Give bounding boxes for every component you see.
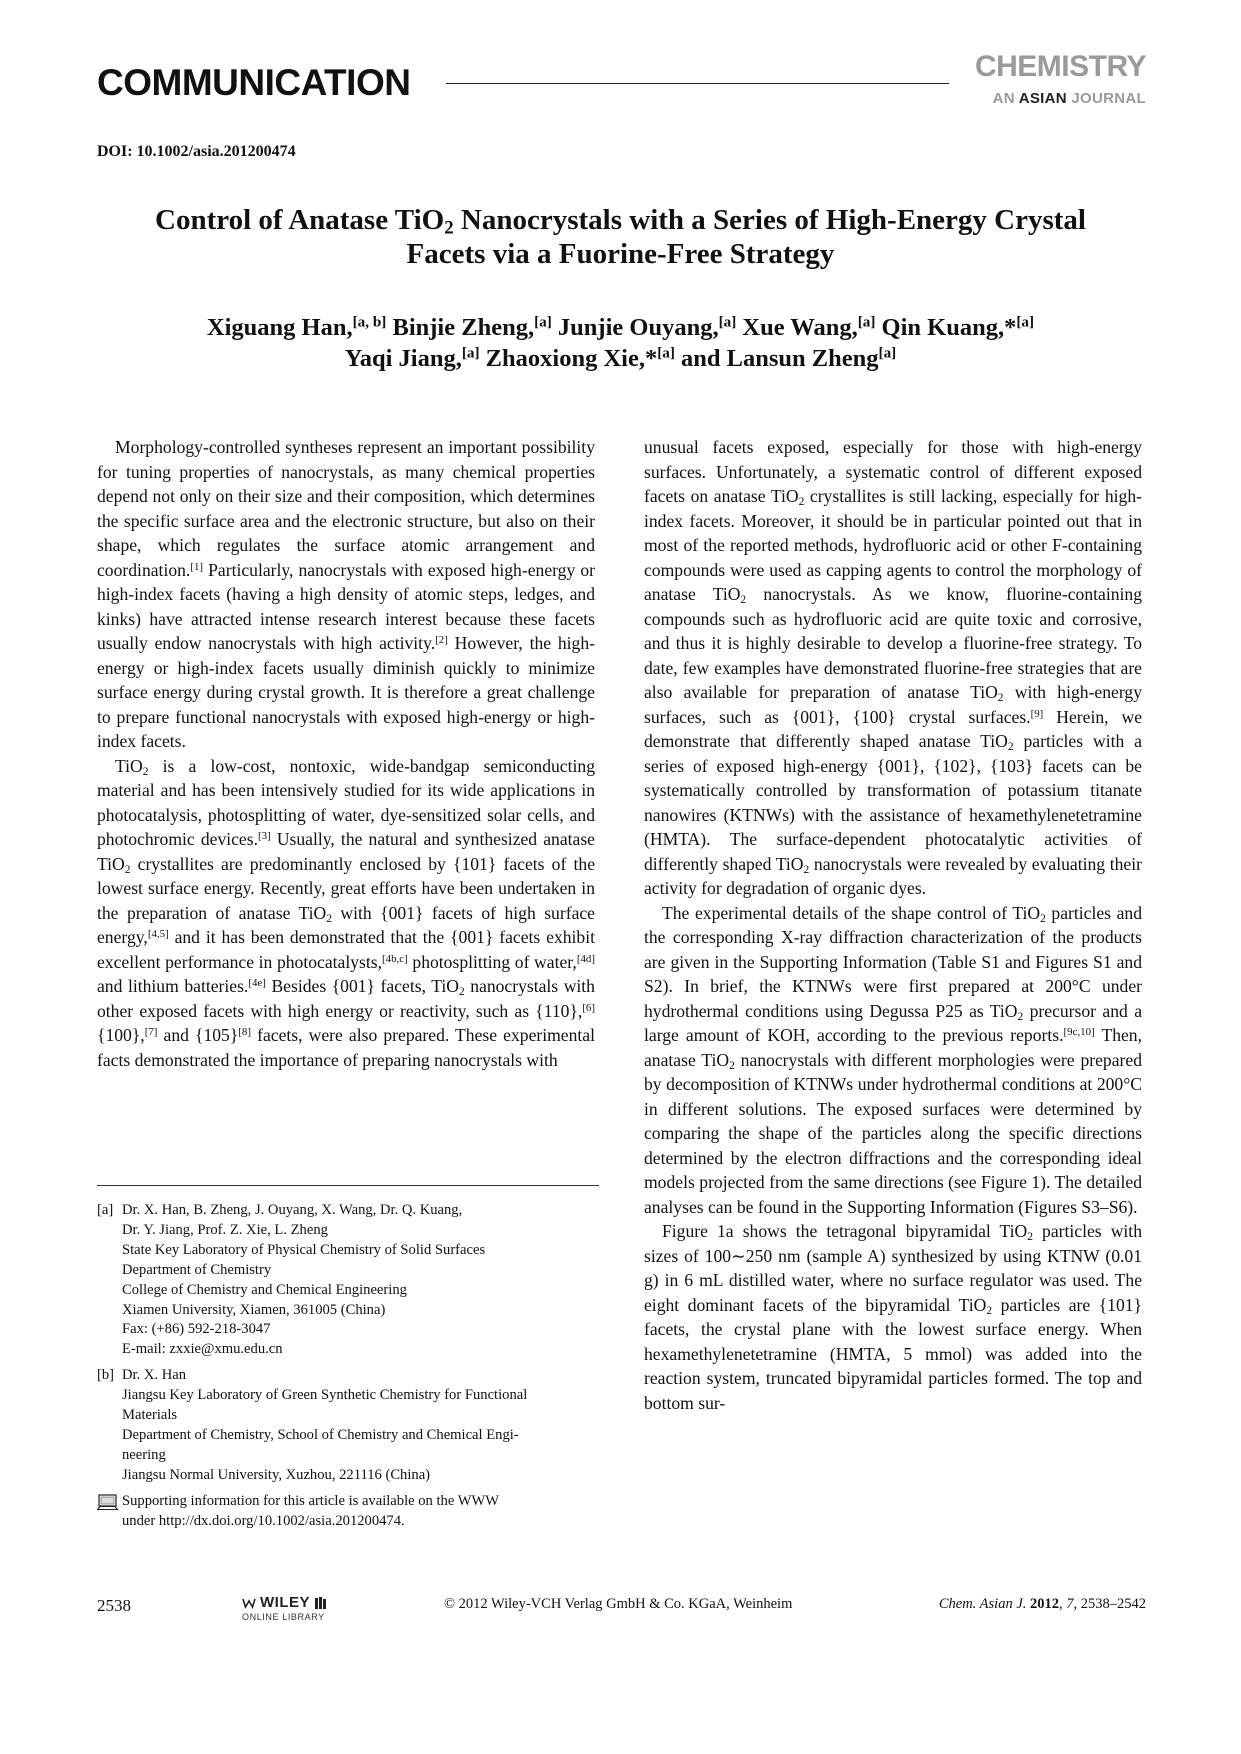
footnote-line: Xiamen University, Xiamen, 361005 (China) — [122, 1301, 386, 1318]
author-name: Junjie Ouyang, — [551, 314, 719, 341]
footnote-b — [97, 1366, 599, 1485]
footnote-mark: [a] — [97, 1202, 114, 1218]
footnote-line: Dr. X. Han — [122, 1367, 187, 1384]
wiley-logo-icon — [242, 1596, 256, 1610]
chem-subscript: 2 — [1040, 912, 1046, 925]
text-run: Herein, we demonstrate that differently shaped anatase TiO — [644, 706, 1143, 751]
author-name: Binjie Zheng, — [386, 314, 535, 341]
text-run: nanocrystals. As we know, fluorine-containing compounds such as hydrofluoric acid are quite toxic and corrosive, and thus it is highly desirable to develop a fluorine-free strategy. To date, few examples have demonstrated fluorine-free strategies that are also available for preparation of anatase TiO — [644, 584, 1142, 702]
citation-ref: [4d] — [576, 952, 595, 965]
chem-subscript: 2 — [1027, 1230, 1033, 1243]
citation-ref: [4,5] — [147, 928, 169, 940]
text-run: Particularly, nanocrystals with exposed high-energy or high-index facets (having a high density of atomic steps, ledges, and kinks) have attracted intense research interest because these facets usually endow nanocrystals with high activity. — [97, 559, 595, 653]
wiley-online-library-logo — [242, 1594, 328, 1622]
paragraph — [97, 754, 595, 1073]
author-affiliation-mark: [a, b] — [352, 313, 387, 331]
journal-abbrev: Chem. Asian J. — [938, 1596, 1027, 1612]
text-run: The experimental details of the shape control of TiO — [662, 902, 1041, 923]
citation-ref: [4b,c] — [382, 952, 408, 965]
citation-ref: [1] — [190, 560, 204, 573]
footnote-line: Jiangsu Key Laboratory of Green Synthetic Chemistry for Functional — [122, 1387, 528, 1404]
paragraph — [644, 435, 1142, 901]
title-part: Nanocrystals with a Series of High-Energy Crystal — [453, 204, 1086, 236]
chem-subscript: 2 — [1017, 1010, 1024, 1023]
footnote-line: Jiangsu Normal University, Xuzhou, 221116 (China) — [122, 1466, 431, 1483]
text-run: particles and the corresponding X-ray diffraction characterization of the products are given in the Supporting Information (Table S1 and Figures S1 and S2). In brief, the KTNWs were first prepared at 200°C under hydrothermal conditions using Degussa P25 as TiO — [644, 902, 1143, 1021]
footnote-line: neering — [122, 1446, 166, 1463]
right-column — [644, 435, 1142, 1415]
publisher-logo-text: WILEY — [260, 1594, 310, 1611]
citation-ref: [6] — [582, 1001, 595, 1014]
title-part: Control of Anatase TiO — [155, 204, 445, 236]
header-rule — [446, 83, 949, 84]
chem-subscript: 2 — [1007, 740, 1014, 753]
text-run: with high-energy surfaces, such as {001}, {100} crystal surfaces. — [644, 682, 1142, 727]
footnote-line: Department of Chemistry, School of Chemistry and Chemical Engi- — [122, 1426, 519, 1443]
author-name: Xiguang Han, — [206, 314, 353, 341]
paragraph — [644, 1219, 1142, 1415]
author-name: Xue Wang, — [736, 314, 858, 341]
affiliation-footnotes — [97, 1201, 599, 1532]
footnote-line: Fax: (+86) 592-218-3047 — [122, 1321, 271, 1338]
citation-ref: [9c,10] — [1063, 1026, 1095, 1038]
citation-ref: [7] — [144, 1026, 158, 1038]
chem-subscript: 2 — [729, 1059, 735, 1072]
text-run: is a low-cost, nontoxic, wide-bandgap semiconducting material and has been intensively studied for its wide applications in photocatalysis, photosplitting of water, dye-sensitized solar cells, and photochromic devices. — [97, 755, 595, 849]
section-label: COMMUNICATION — [97, 62, 411, 103]
journal-sub-pre: AN — [992, 90, 1019, 107]
footnote-line: E-mail: zxxie@xmu.edu.cn — [122, 1341, 283, 1358]
chem-subscript: 2 — [142, 765, 149, 778]
text-run: Usually, the natural and synthesized anatase TiO — [97, 829, 595, 874]
chem-subscript: 2 — [326, 912, 332, 925]
author-affiliation-mark: [a] — [878, 344, 897, 362]
citation-ref: [9] — [1030, 707, 1044, 720]
text-run: particles with a series of exposed high-energy {001}, {102}, {103} facets can be systematically controlled by transformation of potassium titanate nanowires (KTNWs) with the assistance of hexamethylenetetramine (HMTA). The surface-dependent photocatalytic activities of differently shaped TiO — [644, 731, 1142, 874]
publisher-sub-text: ONLINE LIBRARY — [242, 1612, 325, 1622]
title-subscript: 2 — [444, 217, 454, 239]
author-affiliation-mark: [a] — [534, 313, 552, 331]
author-affiliation-mark: [a] — [461, 344, 480, 362]
journal-name: CHEMISTRY — [974, 50, 1146, 83]
chem-subscript: 2 — [458, 985, 465, 998]
citation-ref: [2] — [435, 634, 448, 646]
footnote-line: Department of Chemistry — [122, 1261, 272, 1278]
text-run: nanocrystals with different morphologies were prepared by decomposition of KTNWs under hydrothermal conditions at 200°C in different solutions. The exposed surfaces were determined by comparing the shape of the particles along the specific directions determined by the electron diffractions and the corresponding ideal models projected from the same directions (see Figure 1). The detailed analyses can be found in the Supporting Information (Figures S3–S6). — [644, 1049, 1142, 1217]
footnote-lines — [122, 1492, 599, 1532]
text-run: However, the high-energy or high-index facets usually diminish quickly to minimize surface energy during crystal growth. It is therefore a great challenge to prepare functional nanocrystals with exposed high-energy or high-index facets. — [97, 633, 595, 751]
journal-sub-post: JOURNAL — [1066, 90, 1146, 107]
text-run: precursor and a large amount of KOH, according to the previous reports. — [644, 1000, 1143, 1045]
footnote-line: State Key Laboratory of Physical Chemistry of Solid Surfaces — [122, 1241, 486, 1258]
text-run: Besides {001} facets, TiO — [265, 976, 459, 996]
citation-pages: 2538–2542 — [1080, 1596, 1146, 1612]
author-affiliation-mark: [a] — [857, 313, 876, 331]
footnote-rule — [97, 1185, 599, 1186]
article-title — [97, 203, 1144, 271]
page-header — [0, 0, 1241, 120]
text-run: and {105} — [157, 1025, 239, 1045]
text-run: crystallites are predominantly enclosed by {101} facets of the lowest surface energy. Recently, great efforts have been undertaken in the preparation of anatase TiO — [97, 853, 595, 923]
author-name: Yaqi Jiang, — [344, 345, 462, 372]
chem-subscript: 2 — [798, 495, 805, 508]
left-column — [97, 435, 595, 1072]
text-run: facets, were also prepared. These experimental facts demonstrated the importance of preparing nanocrystals with — [97, 1025, 596, 1070]
footnote-line: Supporting information for this article is available on the WWW — [122, 1492, 500, 1509]
chem-subscript: 2 — [803, 863, 810, 876]
paragraph — [644, 901, 1142, 1220]
author-line — [97, 343, 1144, 374]
chem-subscript: 2 — [997, 691, 1004, 704]
text-run: Then, anatase TiO — [644, 1025, 1142, 1070]
author-line — [97, 312, 1144, 343]
citation-year: 2012 — [1030, 1596, 1059, 1612]
footnote-line: Dr. Y. Jiang, Prof. Z. Xie, L. Zheng — [122, 1221, 328, 1238]
text-run: {100}, — [97, 1025, 145, 1045]
footnote-line: Materials — [122, 1407, 178, 1424]
text-run: Figure 1a shows the tetragonal bipyramidal TiO — [662, 1221, 1028, 1241]
text-run: nanocrystals with other exposed facets with high energy or reactivity, such as {110}, — [97, 976, 595, 1021]
title-part: Facets via a Fuorine-Free Strategy — [406, 238, 835, 270]
journal-sub-asian: ASIAN — [1018, 90, 1067, 107]
chem-subscript: 2 — [124, 863, 131, 876]
footnote-line: College of Chemistry and Chemical Engineering — [122, 1281, 407, 1298]
text-run: TiO — [115, 755, 143, 776]
text-run: crystallites is still lacking, especially for high-index facets. Moreover, it should be in particular pointed out that in most of the reported methods, hydrofluoric acid or other F-containing compounds were used as capping agents to control the morphology of anatase TiO — [644, 486, 1142, 604]
footnote-lines — [122, 1366, 599, 1485]
chem-subscript: 2 — [986, 1304, 993, 1317]
text-run: with {001} facets of high surface energy, — [97, 902, 595, 947]
footnote-a — [97, 1201, 599, 1360]
supporting-info-note — [97, 1492, 599, 1532]
chem-subscript: 2 — [740, 593, 747, 606]
author-affiliation-mark: [a] — [657, 344, 675, 362]
copyright: © 2012 Wiley-VCH Verlag GmbH & Co. KGaA, Weinheim — [444, 1596, 793, 1612]
footnote-lines — [122, 1201, 599, 1360]
page-number: 2538 — [97, 1596, 131, 1615]
footnote-line: under http://dx.doi.org/10.1002/asia.201200474. — [122, 1512, 405, 1529]
text-run: and it has been demonstrated that the {001} facets exhibit excellent performance in photocatalysts, — [97, 927, 595, 972]
author-affiliation-mark: [a] — [1016, 313, 1035, 331]
citation-volume: 7 — [1066, 1596, 1074, 1612]
author-affiliation-mark: [a] — [718, 313, 737, 331]
journal-subtitle — [993, 90, 1146, 107]
author-list — [97, 312, 1144, 374]
author-name: and Lansun Zheng — [674, 345, 879, 372]
text-run: Morphology-controlled syntheses represent an important possibility for tuning properties of nanocrystals, as many chemical properties depend not only on their size and their composition, which determines the specific surface area and the electronic structure, but also on their shape, which regulates the surface atomic arrangement and coordination. — [97, 437, 595, 580]
doi: DOI: 10.1002/asia.201200474 — [97, 143, 296, 160]
journal-citation: Chem. Asian J. 2012, 7, 2538–2542 — [938, 1596, 1146, 1612]
text-run: unusual facets exposed, especially for those with high-energy surfaces. Unfortunately, a systematic control of different exposed facets on anatase TiO — [644, 437, 1142, 506]
book-icon — [314, 1596, 328, 1610]
text-run: and lithium batteries. — [97, 976, 249, 996]
paragraph — [97, 435, 595, 754]
text-run: particles with sizes of 100∼250 nm (sample A) synthesized by using KTNW (0.01 g) in 6 mL distilled water, where no surface regulator was used. The eight dominant facets of the bipyramidal TiO — [644, 1221, 1142, 1315]
page-footer — [0, 1596, 1241, 1626]
author-name: Qin Kuang,* — [875, 314, 1017, 341]
text-run: photosplitting of water, — [407, 951, 577, 972]
text-run: particles are {101} facets, the crystal plane with the lowest surface energy. When hexamethylenetetramine (HMTA, 5 mmol) was added into the reaction system, truncated bipyramidal particles formed. The top and bottom sur- — [644, 1294, 1142, 1413]
footnote-line: Dr. X. Han, B. Zheng, J. Ouyang, X. Wang, Dr. Q. Kuang, — [122, 1202, 463, 1218]
computer-icon — [97, 1492, 122, 1511]
citation-ref: [3] — [258, 830, 271, 842]
footnote-mark: [b] — [97, 1367, 115, 1384]
author-name: Zhaoxiong Xie,* — [479, 345, 658, 372]
text-run: nanocrystals were revealed by evaluating their activity for degradation of organic dyes. — [644, 853, 1142, 898]
citation-ref: [8] — [238, 1026, 252, 1038]
citation-ref: [4e] — [248, 977, 266, 989]
